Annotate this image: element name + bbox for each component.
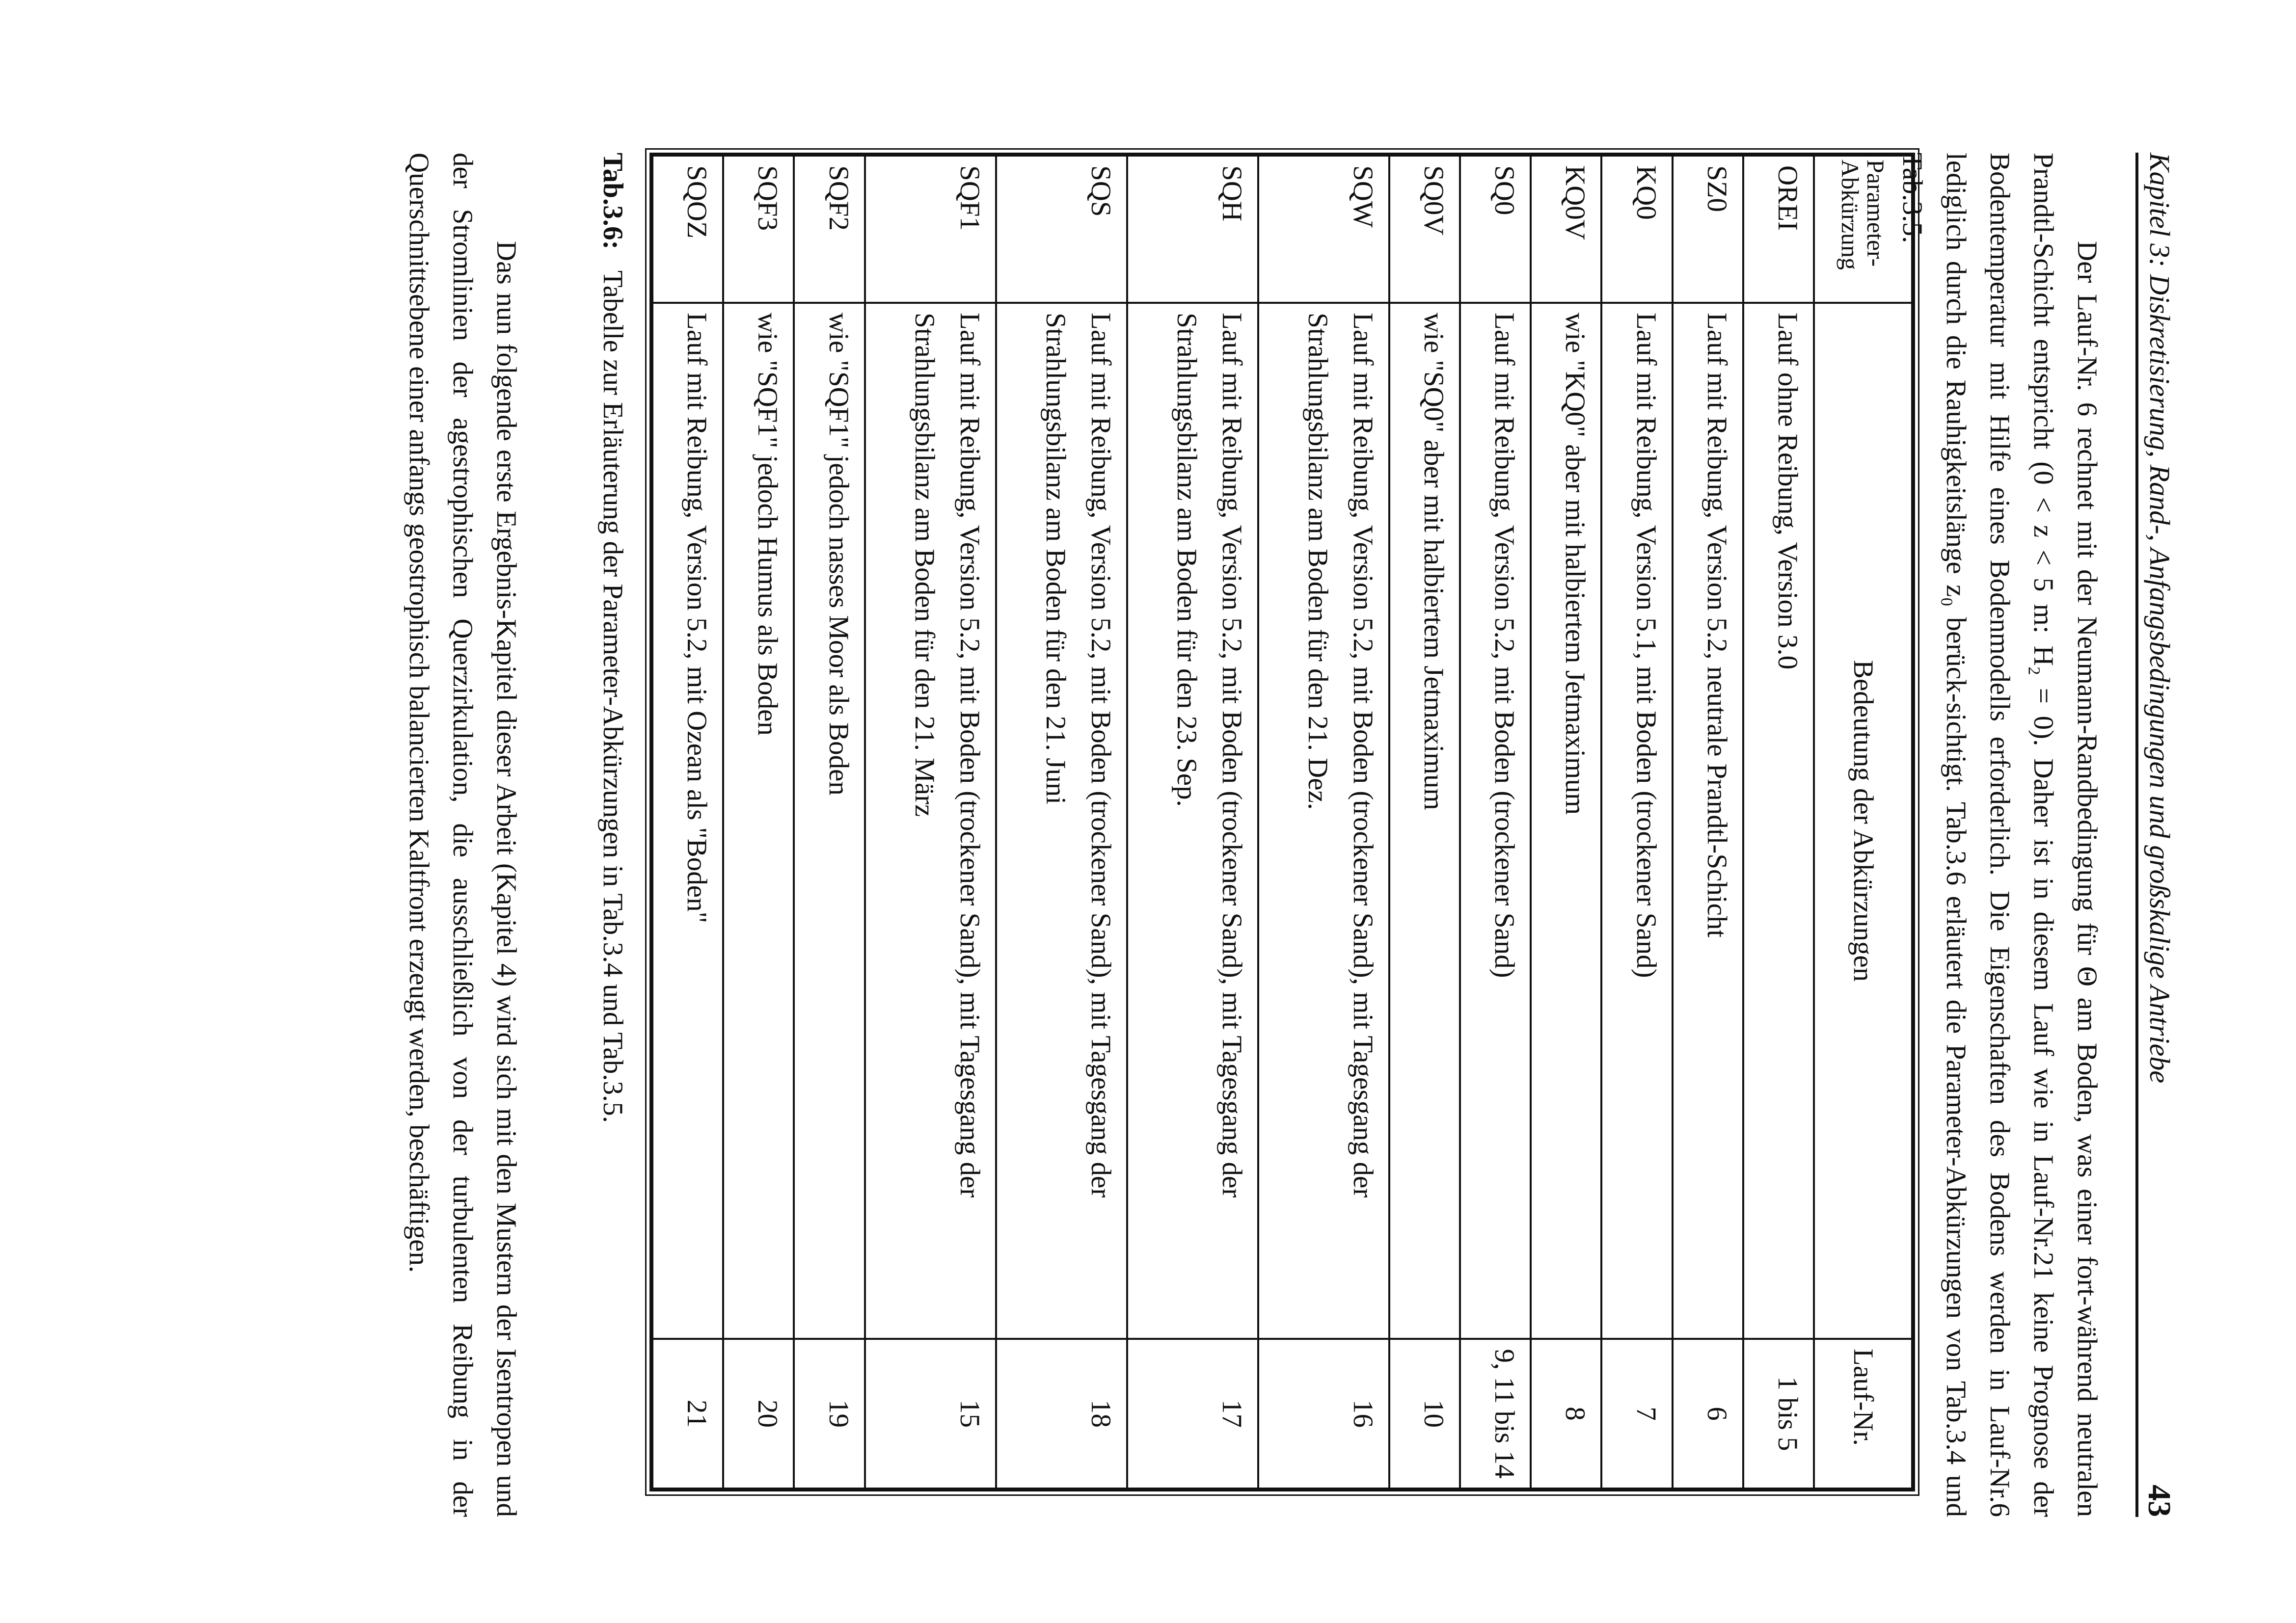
caption-text: Tabelle zur Erläuterung der Parameter-Abkürzungen in Tab.3.4 und Tab.3.5.: [597, 270, 628, 1123]
meaning-cell: wie "SQ0" aber mit halbiertem Jetmaximum: [1389, 303, 1460, 1339]
abbreviation-cell: OREI: [1743, 156, 1814, 303]
table-body: [652, 156, 1814, 1489]
run-number-cell: 16: [1258, 1339, 1389, 1489]
meaning-cell: Lauf mit Reibung, Version 5.2, mit Boden (trockener Sand), mit Tagesgang der Strahlungsbilanz am Boden für den 21. März: [865, 303, 996, 1339]
table-row: [794, 156, 864, 1489]
page-header: [2135, 153, 2183, 1517]
abbreviation-cell: SQH: [1127, 156, 1258, 303]
table-row: [652, 156, 723, 1489]
run-number-cell: 17: [1127, 1339, 1258, 1489]
table-row: [1743, 156, 1814, 1489]
meaning-cell: Lauf ohne Reibung, Version 3.0: [1743, 303, 1814, 1339]
table-row: [1127, 156, 1258, 1489]
meaning-cell: Lauf mit Reibung, Version 5.2, mit Boden (trockener Sand), mit Tagesgang der Strahlungsbilanz am Boden für den 21. Dez.: [1258, 303, 1389, 1339]
abbreviation-cell: SQ0V: [1389, 156, 1460, 303]
page-number: 43: [2141, 1485, 2177, 1517]
table-row: [1460, 156, 1531, 1489]
column-header-abbreviation: Parameter-Abkürzung: [1814, 156, 1912, 303]
abbreviation-cell: SQW: [1258, 156, 1389, 303]
abbreviation-cell: SQS: [996, 156, 1127, 303]
table-row: [1389, 156, 1460, 1489]
meaning-cell: Lauf mit Reibung, Version 5.2, mit Boden (trockener Sand), mit Tagesgang der Strahlungsbilanz am Boden für den 21. Juni: [996, 303, 1127, 1339]
table-row: [865, 156, 996, 1489]
abbreviation-table: [649, 153, 1915, 1491]
run-number-cell: 18: [996, 1339, 1127, 1489]
meaning-cell: wie "SQF1" jedoch Humus als Boden: [723, 303, 794, 1339]
run-number-cell: 21: [652, 1339, 723, 1489]
closing-paragraph: Das nun folgende erste Ergebnis-Kapitel dieser Arbeit (Kapitel 4) wird sich mit den Mustern der Isentropen und der Stromlinien der agestrophischen Querzirkulation, die ausschließlich von der turbulenten Reibung in der Querschnittsebene einer anfangs geostrophisch balancierten Kaltfront erzeugt werden, beschäftigen.: [404, 153, 522, 1517]
run-number-cell: 9, 11 bis 14: [1460, 1339, 1531, 1489]
caption-label: Tab.3.6:: [597, 153, 628, 250]
run-number-cell: 8: [1531, 1339, 1601, 1489]
meaning-cell: wie "KQ0" aber mit halbiertem Jetmaximum: [1531, 303, 1601, 1339]
meaning-cell: Lauf mit Reibung, Version 5.2, neutrale Prandtl-Schicht: [1673, 303, 1743, 1339]
meaning-cell: Lauf mit Reibung, Version 5.2, mit Ozean als "Boden": [652, 303, 723, 1339]
run-number-cell: 6: [1673, 1339, 1743, 1489]
table-row: [996, 156, 1127, 1489]
table-row: [1531, 156, 1601, 1489]
meaning-cell: Lauf mit Reibung, Version 5.2, mit Boden (trockener Sand): [1460, 303, 1531, 1339]
run-number-cell: 15: [865, 1339, 996, 1489]
table-row: [1258, 156, 1389, 1489]
abbreviation-cell: SQF1: [865, 156, 996, 303]
run-number-cell: 10: [1389, 1339, 1460, 1489]
abbreviation-cell: SQ0: [1460, 156, 1531, 303]
intro-paragraph: Der Lauf-Nr. 6 rechnet mit der Neumann-Randbedingung für Θ am Boden, was einer fort-während neutralen Prandtl-Schicht entspricht (0 < z < 5 m: H₂ = 0). Daher ist in diesem Lauf wie in Lauf-Nr.21 keine Prognose der Bodentemperatur mit Hilfe eines Bodenmodells erforderlich. Die Eigenschaften des Bodens werden in Lauf-Nr.6 lediglich durch die Rauhigkeitslänge z₀ berück-sichtigt. Tab.3.6 erläutert die Parameter-Abkürzungen von Tab.3.4 und Tab.3.5.: [1897, 153, 2103, 1517]
run-number-cell: 19: [794, 1339, 864, 1489]
abbreviation-cell: SZ0: [1673, 156, 1743, 303]
table-caption: [597, 153, 629, 1123]
abbreviation-cell: KQ0: [1601, 156, 1672, 303]
table-row: [1673, 156, 1743, 1489]
rotated-page: [366, 153, 2183, 1517]
table-row: [723, 156, 794, 1489]
column-header-run-number: Lauf-Nr.: [1814, 1339, 1912, 1489]
abbreviation-cell: SQOZ: [652, 156, 723, 303]
chapter-title: Kapitel 3: Diskretisierung, Rand-, Anfangsbedingungen und großskalige Antriebe: [2144, 153, 2176, 1084]
run-number-cell: 20: [723, 1339, 794, 1489]
run-number-cell: 1 bis 5: [1743, 1339, 1814, 1489]
abbreviation-cell: KQ0V: [1531, 156, 1601, 303]
run-number-cell: 7: [1601, 1339, 1672, 1489]
table-header-row: [1814, 156, 1912, 1489]
column-header-meaning: Bedeutung der Abkürzungen: [1814, 303, 1912, 1339]
abbreviation-cell: SQF3: [723, 156, 794, 303]
table-row: [1601, 156, 1672, 1489]
meaning-cell: Lauf mit Reibung, Version 5.2, mit Boden (trockener Sand), mit Tagesgang der Strahlungsbilanz am Boden für den 23. Sep.: [1127, 303, 1258, 1339]
abbreviation-cell: SQF2: [794, 156, 864, 303]
meaning-cell: wie "SQF1" jedoch nasses Moor als Boden: [794, 303, 864, 1339]
meaning-cell: Lauf mit Reibung, Version 5.1, mit Boden (trockener Sand): [1601, 303, 1672, 1339]
